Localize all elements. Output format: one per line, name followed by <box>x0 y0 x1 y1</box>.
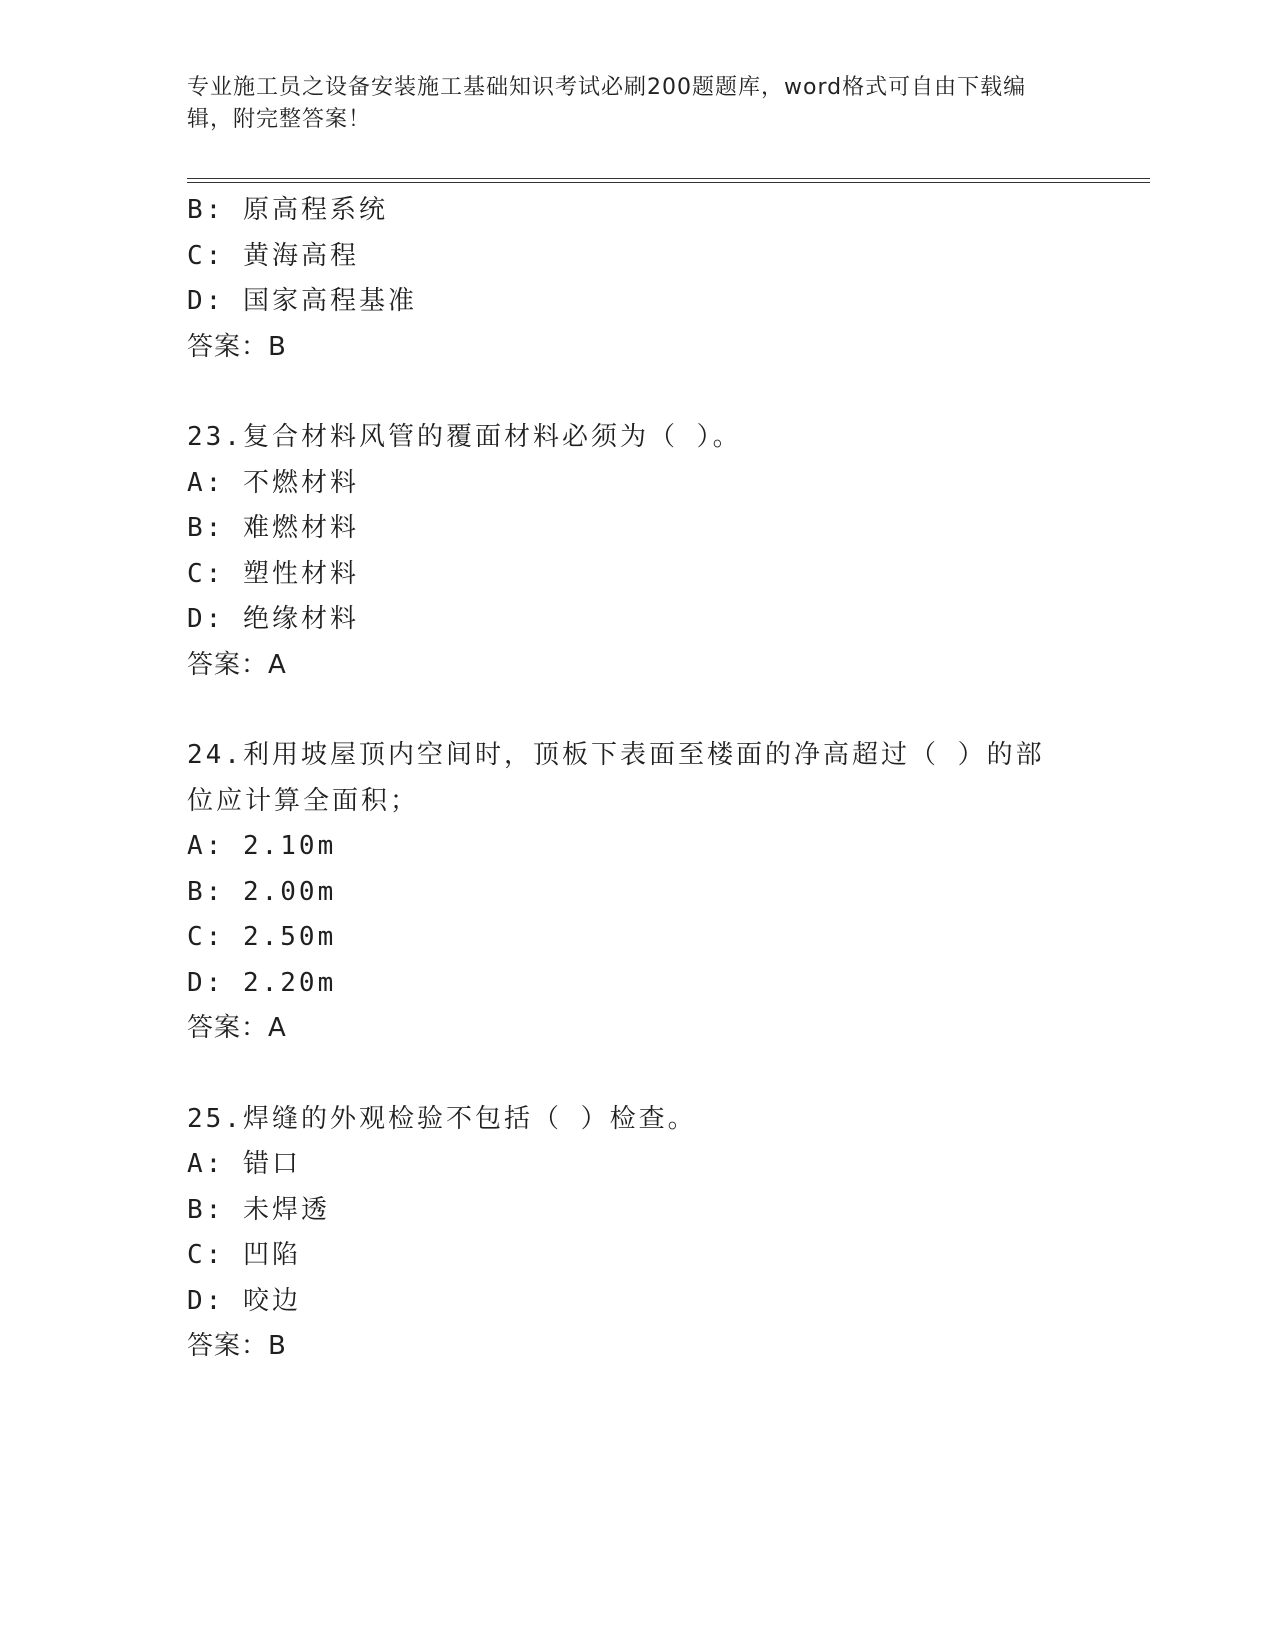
option-d: D: 国家高程基准 <box>187 286 417 316</box>
option-d: D: 2.20m <box>187 967 337 998</box>
option-b: B: 难燃材料 <box>187 513 359 543</box>
option-c: C: 2.50m <box>187 922 337 952</box>
page-header-title: 专业施工员之设备安装施工基础知识考试必刷200题题库，word格式可自由下载编辑，附完整答案！ <box>187 75 1027 132</box>
option-c: C: 塑性材料 <box>187 558 359 589</box>
question-22-tail <box>187 188 1087 370</box>
question-25 <box>187 1097 1087 1370</box>
question-24 <box>187 733 1087 1052</box>
answer-line: 答案：B <box>187 331 287 362</box>
header-divider <box>187 178 1150 183</box>
option-d: D: 绝缘材料 <box>187 604 359 634</box>
option-a: A: 错口 <box>187 1149 301 1179</box>
option-b: B: 未焊透 <box>187 1194 330 1225</box>
option-b: B: 原高程系统 <box>187 195 388 225</box>
option-b: B: 2.00m <box>187 876 337 907</box>
question-text: 23.复合材料风管的覆面材料必须为（ ）。 <box>187 422 742 452</box>
option-c: C: 黄海高程 <box>187 240 359 271</box>
answer-line: 答案：B <box>187 1331 287 1361</box>
question-text: 25.焊缝的外观检验不包括（ ）检查。 <box>187 1103 697 1134</box>
question-list <box>187 188 1087 1370</box>
option-a: A: 不燃材料 <box>187 467 359 498</box>
option-d: D: 咬边 <box>187 1285 301 1316</box>
question-23 <box>187 415 1087 688</box>
question-text: 24.利用坡屋顶内空间时，顶板下表面至楼面的净高超过（ ）的部位应计算全面积； <box>187 740 1045 816</box>
option-c: C: 凹陷 <box>187 1240 301 1270</box>
answer-line: 答案：A <box>187 1013 287 1043</box>
option-a: A: 2.10m <box>187 831 337 861</box>
answer-line: 答案：A <box>187 649 287 680</box>
